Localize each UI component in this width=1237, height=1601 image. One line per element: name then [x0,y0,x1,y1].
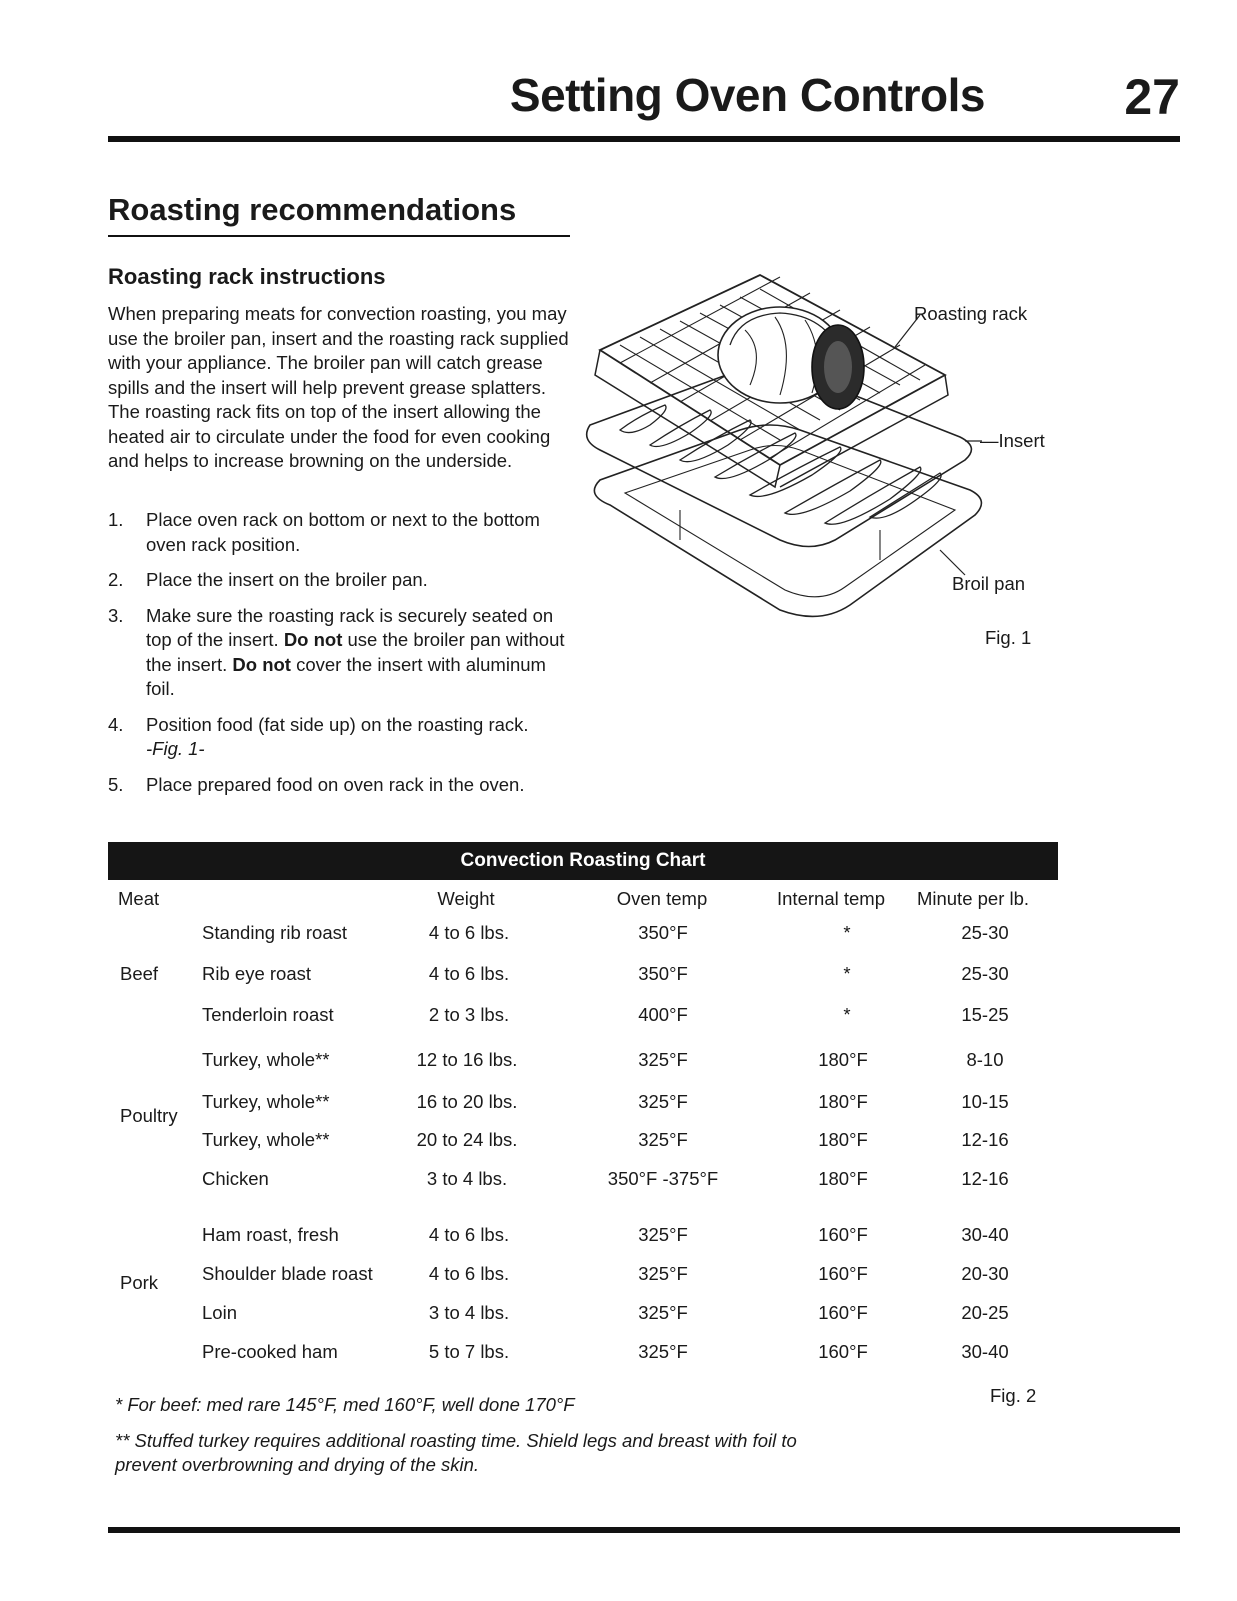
step-text: Place the insert on the broiler pan. [146,569,428,590]
page-title: Setting Oven Controls [509,69,985,121]
cell-cut: Standing rib roast [202,922,348,943]
cell-internal-temp: 160°F [818,1341,868,1362]
step-text: use the broiler pan without the insert. [146,629,565,675]
step-item [108,773,578,798]
step-text: Make sure the roasting rack is securely seated on top of the insert. [146,604,554,650]
cell-weight: 12 to 16 lbs. [416,1049,518,1070]
cell-internal-temp: 160°F [818,1263,868,1284]
cell-minutes: 30-40 [961,1341,1009,1362]
cell-weight: 3 to 4 lbs. [426,1168,508,1189]
step-text: Place oven rack on bottom or next to the bottom oven rack position. [146,509,540,555]
cell-minutes: 8-10 [966,1049,1004,1070]
cell-cut: Tenderloin roast [202,1004,334,1025]
cell-weight: 2 to 3 lbs. [428,1004,510,1025]
cell-oven-temp: 350°F -375°F [607,1168,719,1189]
cell-oven-temp: 350°F [638,922,688,943]
cell-minutes: 20-30 [961,1263,1009,1284]
cell-cut: Turkey, whole** [202,1129,330,1150]
cell-oven-temp: 325°F [638,1091,688,1112]
label-roasting-rack: Roasting rack [914,303,1028,324]
cell-weight: 4 to 6 lbs. [428,963,510,984]
cell-weight: 5 to 7 lbs. [428,1341,510,1362]
cell-weight: 4 to 6 lbs. [428,922,510,943]
cell-internal-temp: 180°F [818,1049,868,1070]
figure-reference: -Fig. 1- [146,738,205,759]
cell-minutes: 12-16 [961,1129,1009,1150]
footnote-beef: * For beef: med rare 145°F, med 160°F, well done 170°F [115,1394,575,1415]
section-title: Roasting recommendations [108,192,517,227]
cell-oven-temp: 325°F [638,1049,688,1070]
cell-internal-temp: * [843,963,851,984]
cell-minutes: 12-16 [961,1168,1009,1189]
page-header [0,60,1180,130]
cell-minutes: 15-25 [961,1004,1009,1025]
column-header-minutes: Minute per lb. [916,888,1030,909]
cell-cut: Pre-cooked ham [202,1341,338,1362]
label-broil-pan: Broil pan [952,573,1026,594]
group-label-poultry: Poultry [120,1105,178,1126]
cell-cut: Ham roast, fresh [202,1224,339,1245]
cell-oven-temp: 400°F [638,1004,688,1025]
cell-weight: 4 to 6 lbs. [428,1263,510,1284]
step-number: 3. [108,604,124,626]
instruction-steps [108,508,578,808]
column-header-oven-temp: Oven temp [616,888,708,909]
bottom-divider [108,1527,1180,1533]
cell-weight: 4 to 6 lbs. [428,1224,510,1245]
cell-weight: 3 to 4 lbs. [428,1302,510,1323]
subsection-title: Roasting rack instructions [108,264,386,289]
cell-oven-temp: 325°F [638,1341,688,1362]
column-header-meat: Meat [118,888,160,909]
top-divider [108,136,1180,142]
step-text: Position food (fat side up) on the roasting rack. [146,713,529,735]
roasting-rack-figure [580,255,1060,655]
section-underline [108,235,570,237]
cell-minutes: 30-40 [961,1224,1009,1245]
cell-internal-temp: 180°F [818,1129,868,1150]
step-number: 4. [108,713,124,735]
cell-cut: Chicken [202,1168,269,1189]
figure-caption: Fig. 1 [985,627,1032,648]
cell-minutes: 25-30 [961,963,1009,984]
cell-weight: 16 to 20 lbs. [416,1091,518,1112]
intro-paragraph: When preparing meats for convection roasting, you may use the broiler pan, insert and the roasting rack supplied with your appliance. The broiler pan will catch grease spills and the insert will help prevent grease splatters. The roasting rack fits on top of the insert allowing the heated air to circulate under the food for even cooking and helps to increase browning on the underside. [108,303,569,471]
step-item [108,568,578,593]
warning-emphasis: Do not [232,653,291,675]
cell-oven-temp: 325°F [638,1129,688,1150]
cell-cut: Turkey, whole** [202,1049,330,1070]
cell-internal-temp: * [843,922,851,943]
label-insert: —Insert [980,430,1045,451]
step-number: 1. [108,509,124,530]
step-text: Place prepared food on oven rack in the oven. [146,773,525,795]
cell-cut: Turkey, whole** [202,1091,330,1112]
cell-oven-temp: 325°F [638,1224,688,1245]
cell-internal-temp: 160°F [818,1302,868,1323]
cell-cut: Rib eye roast [202,963,311,984]
step-item [108,508,578,557]
warning-emphasis: Do not [283,629,343,650]
cell-internal-temp: 180°F [818,1168,868,1189]
chart-caption: Fig. 2 [990,1385,1037,1406]
group-label-pork: Pork [120,1272,159,1293]
cell-minutes: 25-30 [961,922,1009,943]
step-number: 5. [108,773,124,795]
chart-title: Convection Roasting Chart [108,842,1058,880]
cell-minutes: 20-25 [961,1302,1009,1323]
column-header-weight: Weight [437,888,495,909]
step-item [108,604,578,702]
column-header-internal-temp: Internal temp [777,888,885,909]
cell-cut: Shoulder blade roast [202,1263,373,1284]
step-item [108,713,578,762]
group-label-beef: Beef [120,963,159,984]
cell-oven-temp: 350°F [638,963,688,984]
cell-cut: Loin [202,1302,237,1323]
cell-minutes: 10-15 [961,1091,1009,1112]
cell-internal-temp: 160°F [818,1224,868,1245]
step-text: cover the insert with aluminum foil. [146,653,546,699]
cell-internal-temp: * [843,1004,851,1025]
footnote-turkey: ** Stuffed turkey requires additional roasting time. Shield legs and breast with foil to prevent overbrowning and drying of the skin. [115,1430,797,1475]
step-number: 2. [108,569,124,590]
cell-oven-temp: 325°F [638,1263,688,1284]
page-number: 27 [1124,69,1180,125]
cell-internal-temp: 180°F [818,1091,868,1112]
cell-oven-temp: 325°F [638,1302,688,1323]
cell-weight: 20 to 24 lbs. [416,1129,518,1150]
